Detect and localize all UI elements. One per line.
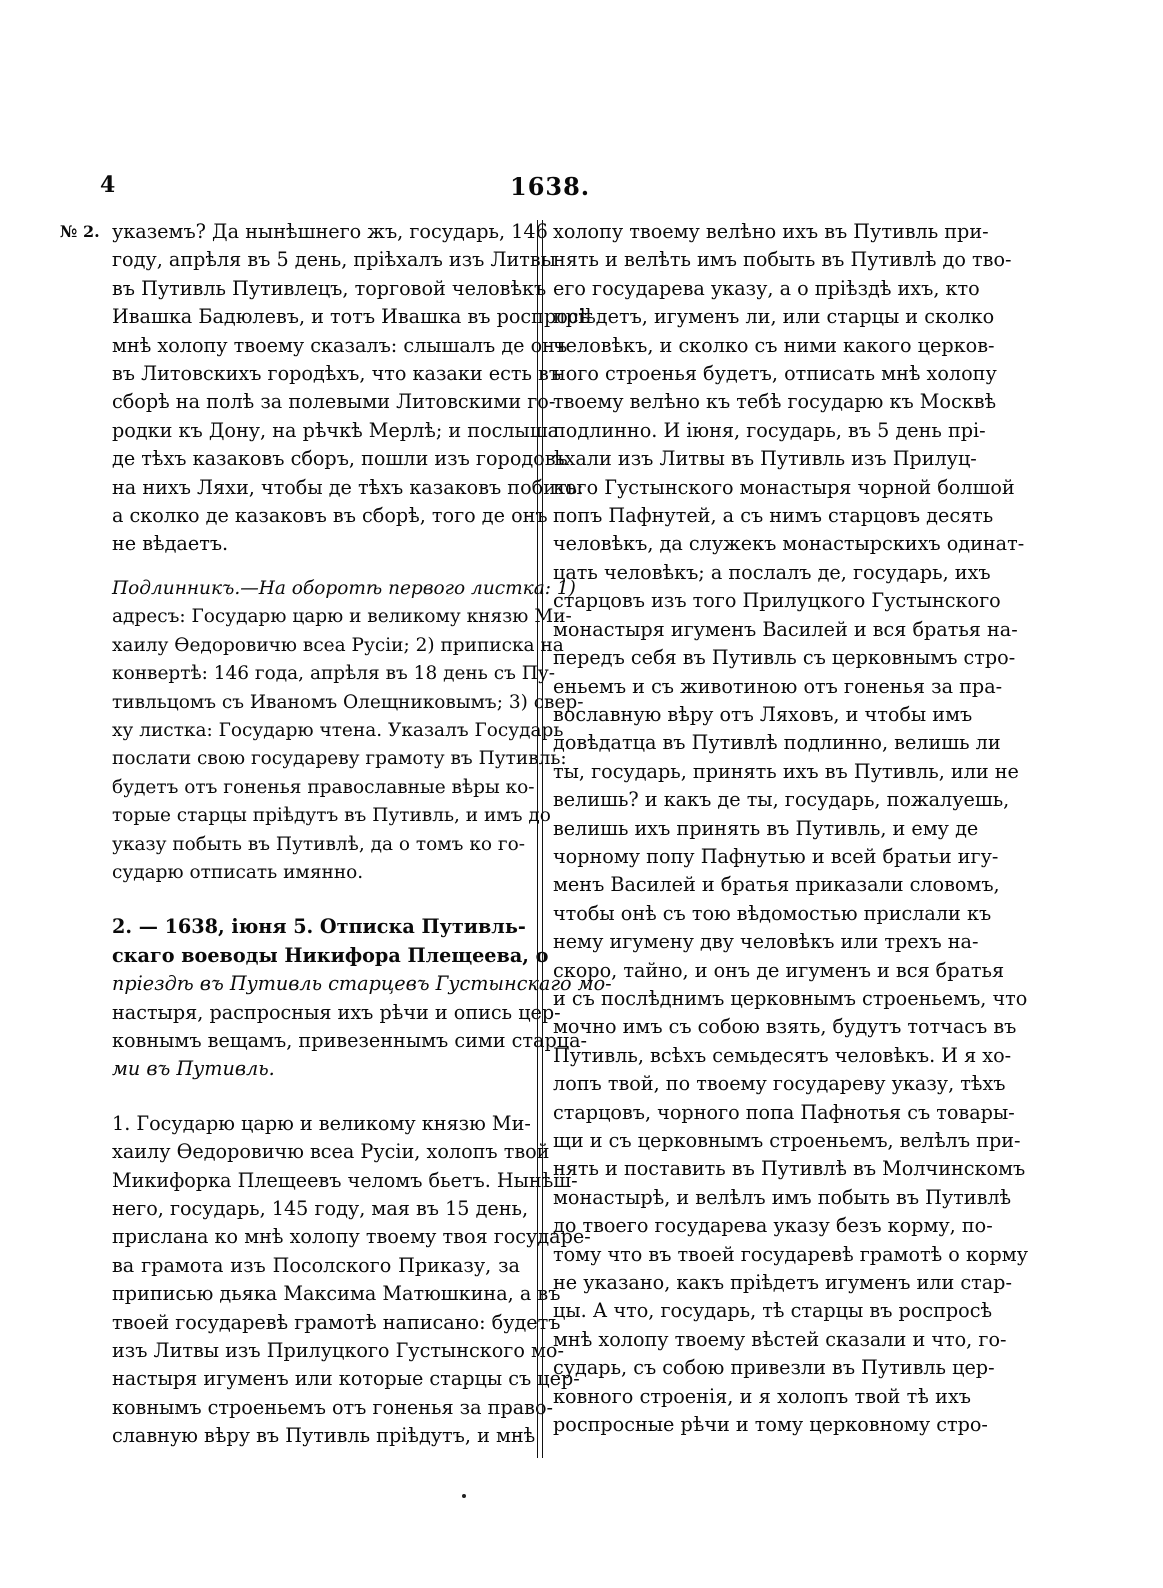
text-line: Путивль, всѣхъ семьдесятъ человѣкъ. И я хо- xyxy=(553,1043,1012,1067)
text-line: сударю отписать имянно. xyxy=(112,861,364,883)
page-number: 4 xyxy=(100,172,116,198)
text-line: сборѣ на полѣ за полевыми Литовскими го- xyxy=(112,390,556,414)
text-line: году, апрѣля въ 5 день, пріѣхалъ изъ Литвы xyxy=(112,248,556,272)
text-line: Подлинникъ.—На оборотѣ первого листка: 1) xyxy=(112,577,576,599)
running-header-year: 1638. xyxy=(510,172,591,201)
source-note xyxy=(112,575,584,859)
text-line: изъ Литвы изъ Прилуцкого Густынского мо- xyxy=(112,1339,564,1363)
text-line: чорному попу Пафнутью и всей братьи игу- xyxy=(553,844,999,868)
text-line: въ Литовскихъ городѣхъ, что казаки есть въ xyxy=(112,362,562,386)
text-line: человѣкъ, и сколко съ ними какого церков- xyxy=(553,333,995,357)
text-line: мочно имъ съ собою взять, будутъ тотчасъ въ xyxy=(553,1015,1017,1039)
text-line: подлинно. И іюня, государь, въ 5 день прі- xyxy=(553,418,986,442)
text-line: торые старцы пріѣдутъ въ Путивль, и имъ до xyxy=(112,805,551,827)
text-line: славную вѣру въ Путивль пріѣдутъ, и мнѣ xyxy=(112,1424,536,1448)
text-line: не вѣдаетъ. xyxy=(112,532,229,556)
text-line: указу побыть въ Путивлѣ, да о томъ ко го- xyxy=(112,833,525,855)
margin-note: № 2. xyxy=(60,222,100,241)
text-line: не указано, какъ пріѣдетъ игуменъ или стар- xyxy=(553,1271,1012,1295)
text-line: ты, государь, принять ихъ въ Путивль, или не xyxy=(553,759,1019,783)
document-body-continued xyxy=(553,218,1028,1439)
paragraph-report-end xyxy=(112,218,591,530)
text-line: 1. Государю царю и великому князю Ми- xyxy=(112,1111,531,1135)
text-line: де тѣхъ казаковъ сборъ, пошли изъ городовъ xyxy=(112,447,568,471)
text-line: послати свою государеву грамоту въ Путивль: xyxy=(112,748,567,770)
text-line: ного строенья будетъ, отписать мнѣ холопу xyxy=(553,362,997,386)
text-line: лопъ твой, по твоему государеву указу, тѣхъ xyxy=(553,1072,1006,1096)
text-line: ми въ Путивль. xyxy=(112,1057,275,1081)
text-line: Микифорка Плещеевъ челомъ бьетъ. Нынѣш- xyxy=(112,1168,578,1192)
text-line: тому что въ твоей государевѣ грамотѣ о корму xyxy=(553,1242,1028,1266)
text-line: мнѣ холопу твоему сказалъ: слышалъ де онъ xyxy=(112,333,568,357)
text-line: чтобы онѣ съ тою вѣдомостью прислали къ xyxy=(553,901,992,925)
text-line: цать человѣкъ; а послалъ де, государь, ихъ xyxy=(553,560,991,584)
left-column xyxy=(112,218,612,1451)
text-line: еньемъ и съ животиною отъ гоненья за пра- xyxy=(553,674,1003,698)
text-line: на нихъ Ляхи, чтобы де тѣхъ казаковъ побить: xyxy=(112,475,584,499)
text-line: старцовъ изъ того Прилуцкого Густынского xyxy=(553,589,1001,613)
text-line: вославную вѣру отъ Ляховъ, и чтобы имъ xyxy=(553,702,973,726)
text-line: мнѣ холопу твоему вѣстей сказали и что, го- xyxy=(553,1327,1007,1351)
text-line: твоей государевѣ грамотѣ написано: будетъ xyxy=(112,1310,561,1334)
text-line: пріѣдетъ, игуменъ ли, или старцы и сколко xyxy=(553,305,995,329)
text-line: цы. А что, государь, тѣ старцы въ роспросѣ xyxy=(553,1299,993,1323)
text-line: монастыря игуменъ Василей и вся братья на- xyxy=(553,617,1018,641)
text-line: Ивашка Бадюлевъ, и тотъ Ивашка въ роспросѣ xyxy=(112,305,591,329)
text-line: будетъ отъ гоненья православные вѣры ко- xyxy=(112,776,535,798)
text-line: скоро, тайно, и онъ де игуменъ и вся братья xyxy=(553,958,1005,982)
text-line: его государева указу, а о пріѣздѣ ихъ, кто xyxy=(553,276,980,300)
text-line: ѣхали изъ Литвы въ Путивль изъ Прилуц- xyxy=(553,447,977,471)
text-line: ва грамота изъ Посолского Приказу, за xyxy=(112,1253,520,1277)
text-line: передъ себя въ Путивль съ церковнымъ стро- xyxy=(553,646,1016,670)
text-line: щи и съ церковнымъ строеньемъ, велѣлъ при- xyxy=(553,1129,1021,1152)
text-line: тивльцомъ съ Иваномъ Олещниковымъ; 3) свер- xyxy=(112,691,584,713)
text-line: попъ Пафнутей, а съ нимъ старцовъ десять xyxy=(553,504,994,528)
column-divider xyxy=(537,220,543,1458)
text-line: пріездѣ въ Путивль старцевъ Густынскаго мо- xyxy=(112,972,612,996)
text-line: до твоего государева указу безъ корму, по- xyxy=(553,1214,993,1238)
text-line: старцовъ, чорного попа Пафнотья съ товары- xyxy=(553,1100,1015,1124)
text-line: монастырѣ, и велѣлъ имъ побыть въ Путивлѣ xyxy=(553,1185,1012,1209)
document-heading-last xyxy=(112,1055,520,1083)
text-line: нять и поставить въ Путивлѣ въ Молчинскомъ xyxy=(553,1157,1026,1181)
text-line: 2. — 1638, іюня 5. Отписка Путивль- xyxy=(112,915,526,939)
paragraph-report-end-last xyxy=(112,530,520,558)
text-line: человѣкъ, да служекъ монастырскихъ одинат- xyxy=(553,532,1025,556)
document-heading xyxy=(112,913,612,1055)
text-line: ковного строенія, и я холопъ твой тѣ ихъ xyxy=(553,1384,971,1408)
text-line: а сколко де казаковъ въ сборѣ, того де онъ xyxy=(112,504,548,528)
text-line: ковнымъ вещамъ, привезеннымъ сими старца- xyxy=(112,1028,588,1052)
text-line: велишь? и какъ де ты, государь, пожалуешь, xyxy=(553,788,1010,812)
text-line: указемъ? Да нынѣшнего жъ, государь, 146 xyxy=(112,220,548,243)
text-line: довѣдатца въ Путивлѣ подлинно, велишь ли xyxy=(553,731,1001,755)
text-line: въ Путивль Путивлецъ, торговой человѣкъ xyxy=(112,276,547,300)
text-line: роспросные рѣчи и тому церковному стро- xyxy=(553,1413,988,1437)
text-line: нять и велѣть имъ побыть въ Путивлѣ до тво- xyxy=(553,248,1012,272)
text-line: хаилу Ѳедоровичю всеа Русіи, холопъ твой xyxy=(112,1140,550,1164)
text-line: нему игумену дву человѣкъ или трехъ на- xyxy=(553,930,979,954)
text-line: скаго воеводы Никифора Плещеева, о xyxy=(112,943,549,967)
source-note-last xyxy=(112,859,520,887)
text-line: ху листка: Государю чтена. Указалъ Государь xyxy=(112,719,564,741)
document-body xyxy=(112,1110,591,1451)
text-line: конвертѣ: 146 года, апрѣля въ 18 день съ Пу- xyxy=(112,663,555,685)
text-line: твоему велѣно къ тебѣ государю къ Москвѣ xyxy=(553,390,997,414)
text-line: прислана ко мнѣ холопу твоему твоя государе- xyxy=(112,1225,591,1249)
text-line: сударь, съ собою привезли въ Путивль цер- xyxy=(553,1356,995,1380)
text-line: хаилу Ѳедоровичю всеа Русіи; 2) приписка на xyxy=(112,634,564,656)
right-column xyxy=(553,218,1028,1439)
text-line: холопу твоему велѣно ихъ въ Путивль при- xyxy=(553,220,989,243)
text-line: велишь ихъ принять въ Путивль, и ему де xyxy=(553,816,979,840)
text-line: адресъ: Государю царю и великому князю Ми- xyxy=(112,606,572,628)
text-line: кого Густынского монастыря чорной болшой xyxy=(553,475,1015,499)
print-speck xyxy=(462,1494,466,1498)
text-line: настыря игуменъ или которые старцы съ цер- xyxy=(112,1367,580,1391)
text-line: менъ Василей и братья приказали словомъ, xyxy=(553,873,1000,897)
text-line: и съ послѣднимъ церковнымъ строеньемъ, что xyxy=(553,986,1028,1010)
text-line: настыря, распросныя ихъ рѣчи и опись цер- xyxy=(112,1000,561,1024)
text-line: приписью дьяка Максима Матюшкина, а въ xyxy=(112,1282,561,1306)
text-line: ковнымъ строеньемъ отъ гоненья за право- xyxy=(112,1395,554,1419)
text-line: родки къ Дону, на рѣчкѣ Мерлѣ; и послыша xyxy=(112,418,560,442)
text-line: него, государь, 145 году, мая въ 15 день, xyxy=(112,1197,529,1220)
